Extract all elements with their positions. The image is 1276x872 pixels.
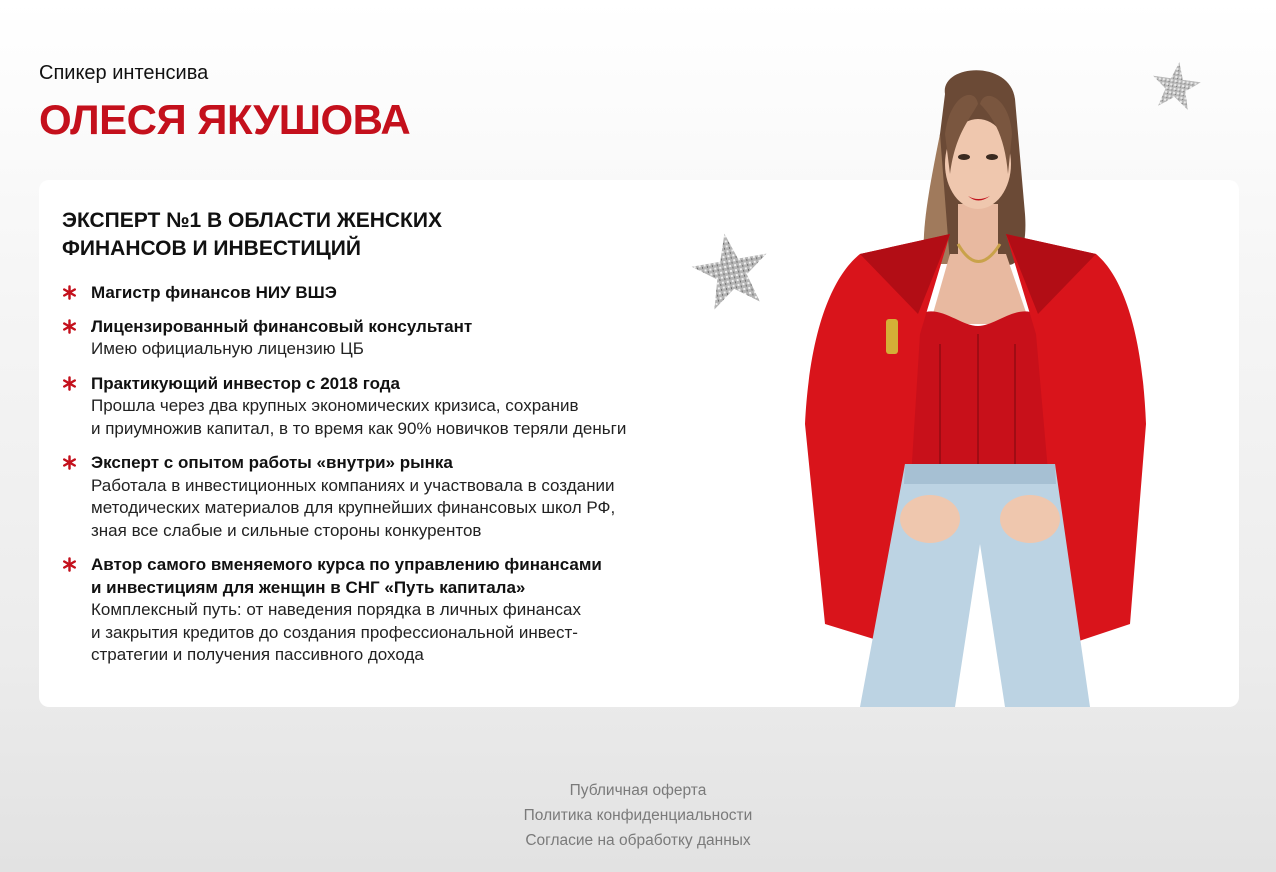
speaker-photo	[800, 64, 1150, 707]
item-description: стратегии и получения пассивного дохода	[91, 645, 424, 664]
data-consent-link[interactable]: Согласие на обработку данных	[525, 832, 751, 849]
red-asterisk-icon	[62, 557, 77, 572]
item-heading: Магистр финансов НИУ ВШЭ	[91, 283, 337, 302]
glitter-star-icon	[690, 230, 772, 312]
list-item	[62, 373, 722, 441]
item-description: Имею официальную лицензию ЦБ	[91, 339, 364, 358]
item-description: и приумножив капитал, в то время как 90% новичков теряли деньги	[91, 418, 627, 438]
glitter-star-icon	[1150, 60, 1202, 112]
speaker-kicker: Спикер интенсива	[39, 62, 209, 84]
card-title	[62, 207, 522, 263]
list-item	[62, 316, 722, 361]
item-heading: Автор самого вменяемого курса по управлению финансами	[91, 555, 602, 574]
item-heading: и инвестициям для женщин в СНГ «Путь капитала»	[91, 577, 526, 597]
red-asterisk-icon	[62, 285, 77, 300]
privacy-policy-link[interactable]: Политика конфиденциальности	[523, 807, 753, 824]
item-description: Работала в инвестиционных компаниях и участвовала в создании	[91, 475, 615, 495]
item-description: зная все слабые и сильные стороны конкурентов	[91, 520, 482, 540]
public-offer-link[interactable]: Публичная оферта	[569, 782, 707, 799]
list-item	[62, 452, 722, 542]
item-description: и закрытия кредитов до создания профессиональной инвест-	[91, 622, 578, 642]
item-description: Прошла через два крупных экономических кризиса, сохранив	[91, 396, 579, 415]
item-description: Комплексный путь: от наведения порядка в личных финансах	[91, 600, 581, 619]
item-heading: Эксперт с опытом работы «внутри» рынка	[91, 453, 453, 472]
card-title-line: ЭКСПЕРТ №1 В ОБЛАСТИ ЖЕНСКИХ	[62, 209, 442, 232]
red-asterisk-icon	[62, 319, 77, 334]
item-description: методических материалов для крупнейших финансовых школ РФ,	[91, 498, 616, 517]
item-heading: Практикующий инвестор с 2018 года	[91, 373, 400, 393]
card-title-line: ФИНАНСОВ И ИНВЕСТИЦИЙ	[62, 237, 361, 260]
red-asterisk-icon	[62, 376, 77, 391]
item-heading: Лицензированный финансовый консультант	[91, 316, 473, 336]
red-asterisk-icon	[62, 455, 77, 470]
speaker-name: ОЛЕСЯ ЯКУШОВА	[39, 96, 411, 143]
list-item	[62, 282, 722, 305]
footer	[0, 778, 1276, 853]
list-item	[62, 554, 722, 667]
credentials-list	[62, 282, 722, 667]
